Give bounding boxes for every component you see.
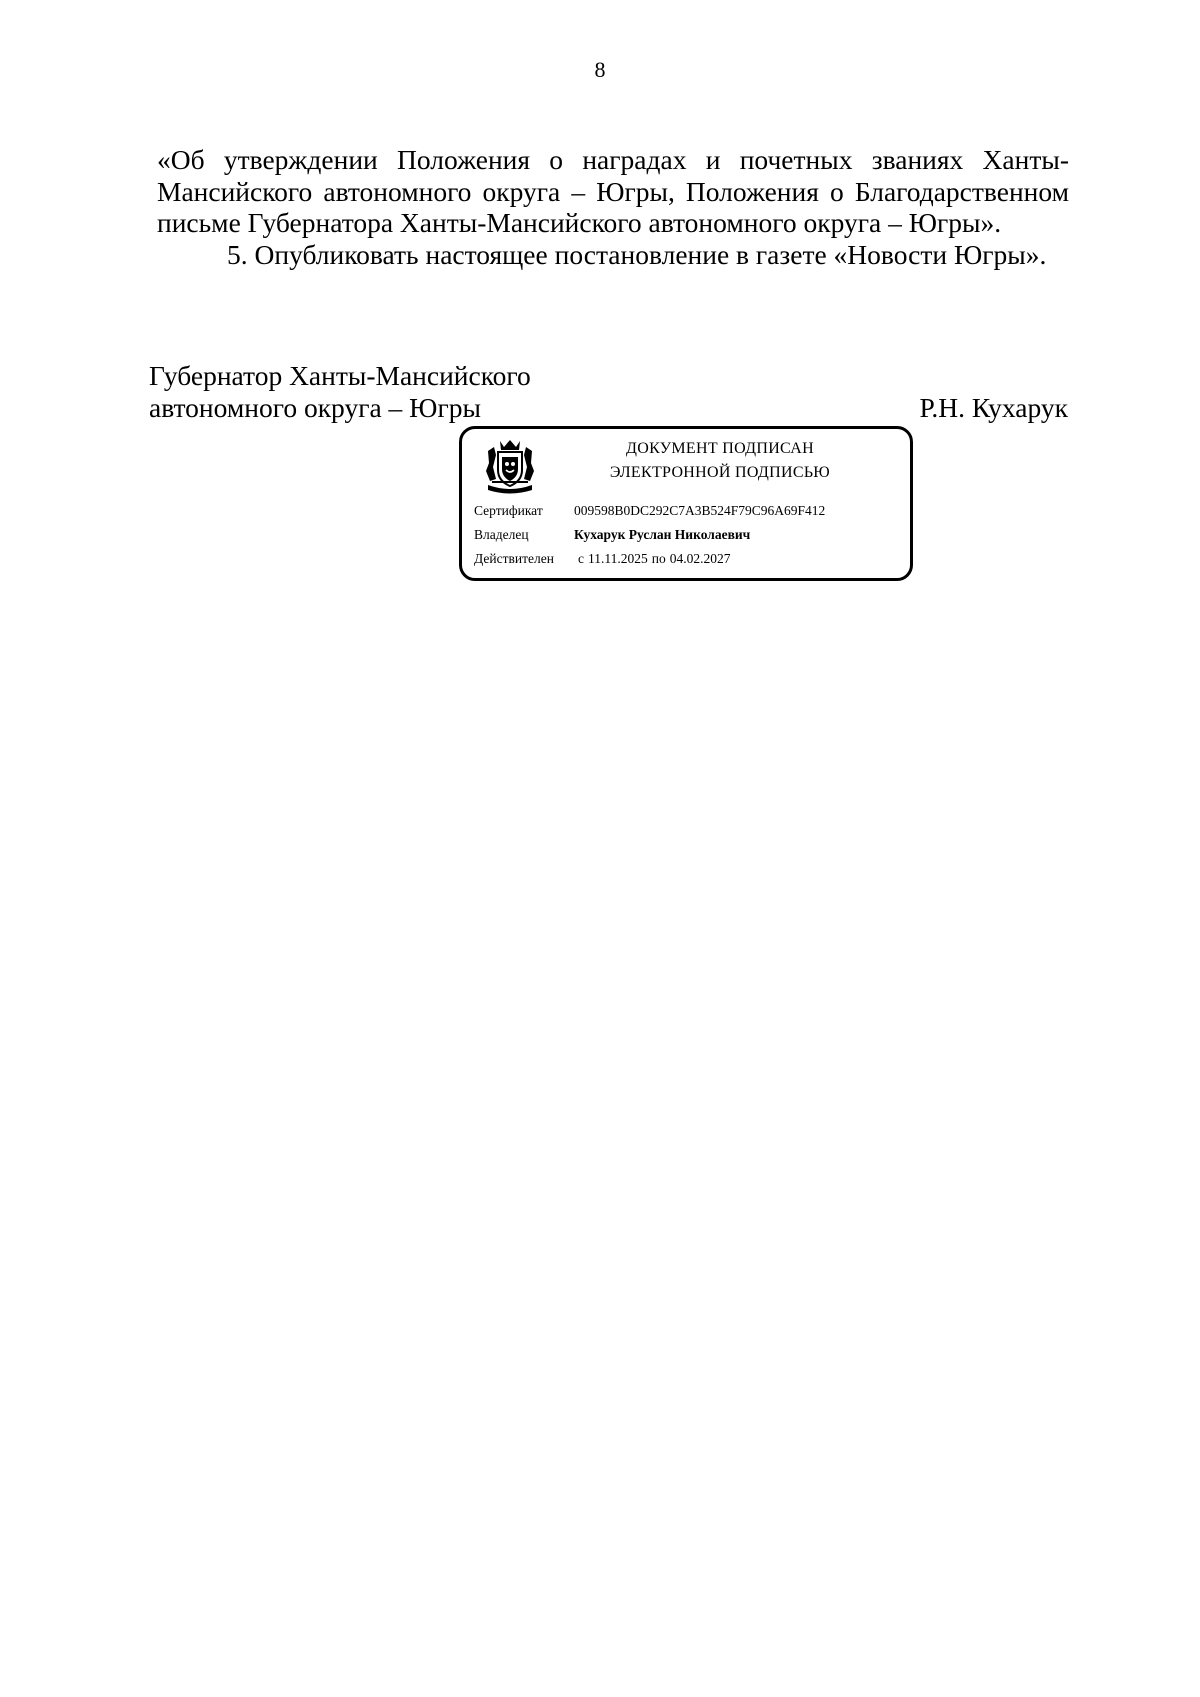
valid-to-date: 04.02.2027	[669, 551, 731, 566]
page-number: 8	[594, 57, 606, 82]
body-line: письме Губернатора Ханты-Мансийского автономного округа – Югры».	[157, 207, 1002, 238]
valid-from-date: 11.11.2025	[588, 551, 648, 566]
certificate-value: 009598B0DC292C7A3B524F79C96A69F412	[574, 503, 826, 518]
validity-row	[474, 550, 730, 568]
signatory-position-line: Губернатор Ханты-Мансийского	[149, 360, 531, 391]
body-line: Мансийского автономного округа – Югры, Положения о Благодарственном	[157, 175, 1069, 207]
valid-to-prefix: по	[651, 551, 666, 566]
certificate-row	[474, 502, 825, 520]
valid-from-prefix: с	[578, 551, 584, 566]
certificate-label: Сертификат	[474, 503, 543, 518]
coat-of-arms-icon	[480, 437, 540, 497]
owner-label: Владелец	[474, 527, 529, 542]
stamp-title-line: ДОКУМЕНТ ПОДПИСАН	[626, 440, 814, 457]
validity-label: Действителен	[474, 551, 554, 566]
signatory-position	[149, 360, 531, 424]
body-line: 5. Опубликовать настоящее постановление в газете «Новости Югры».	[227, 238, 1047, 270]
signatory-position-line: автономного округа – Югры	[149, 392, 481, 423]
electronic-signature-stamp	[459, 426, 913, 581]
stamp-title	[560, 437, 880, 485]
signatory-name: Р.Н. Кухарук	[919, 392, 1068, 423]
document-body	[157, 144, 1069, 270]
body-line: «Об утверждении Положения о наградах и почетных званиях Ханты-	[157, 144, 1069, 175]
owner-row	[474, 526, 750, 544]
stamp-title-line: ЭЛЕКТРОННОЙ ПОДПИСЬЮ	[609, 464, 831, 481]
owner-value: Кухарук Руслан Николаевич	[574, 527, 751, 542]
